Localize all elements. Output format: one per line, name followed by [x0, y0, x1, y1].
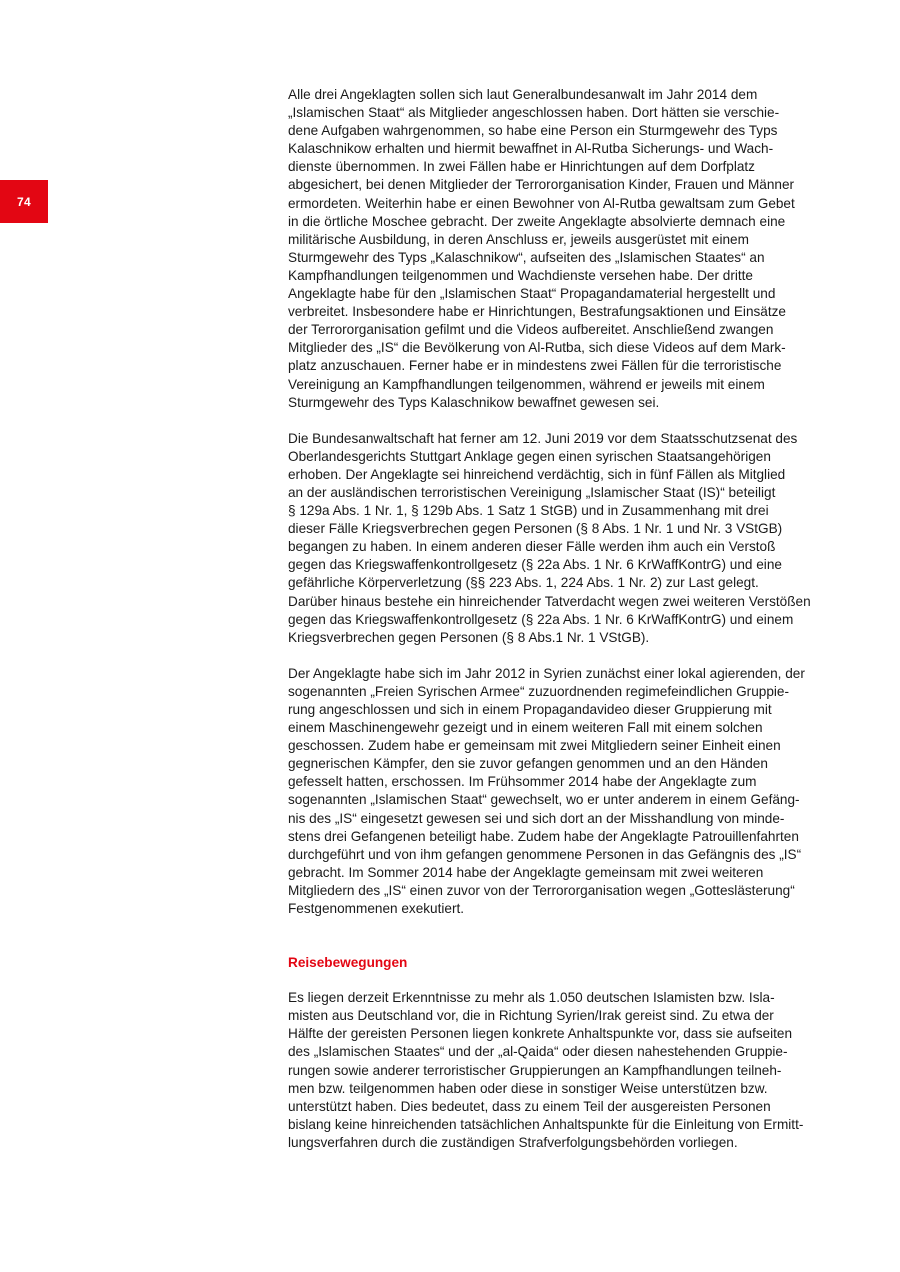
text-line: der Terrororganisation gefilmt und die Videos aufbereitet. Anschließend zwangen — [288, 322, 774, 338]
paragraph-defendant-history — [288, 665, 836, 918]
text-line: misten aus Deutschland vor, die in Richtung Syrien/Irak gereist sind. Zu etwa der — [288, 1008, 774, 1024]
text-line: durchgeführt und von ihm gefangen genommene Personen in das Gefängnis des „IS“ — [288, 846, 802, 862]
section-heading: Reisebewegungen — [288, 955, 408, 971]
text-line: rung angeschlossen und sich in einem Propagandavideo dieser Gruppierung mit — [288, 702, 772, 717]
text-line: Kalaschnikow erhalten und hiermit bewaffnet in Al-Rutba Sicherungs- und Wach- — [288, 141, 774, 157]
text-line: sogenannten „Freien Syrischen Armee“ zuzuordnenden regimefeindlichen Gruppie- — [288, 683, 789, 699]
text-line: dene Aufgaben wahrgenommen, so habe eine Person ein Sturmgewehr des Typs — [288, 123, 778, 139]
text-line: gefesselt hatten, erschossen. Im Frühsommer 2014 habe der Angeklagte zum — [288, 774, 757, 790]
text-line: gegen das Kriegswaffenkontrollgesetz (§ 22a Abs. 1 Nr. 6 KrWaffKontrG) und eine — [288, 557, 782, 573]
page-number: 74 — [17, 194, 31, 209]
text-line: stens drei Gefangenen beteiligt habe. Zudem habe der Angeklagte Patrouillenfahrten — [288, 828, 799, 844]
text-line: men bzw. teilgenommen haben oder diese in sonstiger Weise unterstützen bzw. — [288, 1080, 768, 1096]
text-line: Darüber hinaus bestehe ein hinreichender Tatverdacht wegen zwei weiteren Verstößen — [288, 593, 811, 609]
text-line: Oberlandesgerichts Stuttgart Anklage gegen einen syrischen Staatsangehörigen — [288, 448, 771, 464]
page-number-tab — [0, 180, 48, 223]
text-line: gebracht. Im Sommer 2014 habe der Angeklagte gemeinsam mit zwei weiteren — [288, 864, 764, 880]
paragraph-travel-movements — [288, 989, 836, 1152]
text-line: dienste übernommen. In zwei Fällen habe er Hinrichtungen auf dem Dorfplatz — [288, 159, 755, 175]
text-line: Es liegen derzeit Erkenntnisse zu mehr als 1.050 deutschen Islamisten bzw. Isla- — [288, 990, 775, 1006]
paragraph-indictment-three — [288, 86, 836, 412]
text-line: verbreitet. Insbesondere habe er Hinrichtungen, Bestrafungsaktionen und Einsätze — [288, 304, 786, 320]
text-line: militärische Ausbildung, in deren Anschluss er, jeweils ausgerüstet mit einem — [288, 231, 749, 247]
text-line: „Islamischen Staat“ als Mitglieder angeschlossen haben. Dort hätten sie verschie- — [288, 105, 780, 121]
text-line: gegnerischen Kämpfer, den sie zuvor gefangen genommen und an den Händen — [288, 756, 768, 772]
text-line: geschossen. Zudem habe er gemeinsam mit zwei Mitgliedern seiner Einheit einen — [288, 738, 781, 754]
text-line: sogenannten „Islamischen Staat“ gewechselt, wo er unter anderem in einem Gefäng- — [288, 792, 800, 808]
text-line: Alle drei Angeklagten sollen sich laut Generalbundesanwalt im Jahr 2014 dem — [288, 87, 758, 102]
text-line: nis des „IS“ eingesetzt gewesen sei und sich dort an der Misshandlung von minde- — [288, 810, 785, 826]
text-line: Vereinigung an Kampfhandlungen teilgenommen, während er jeweils mit einem — [288, 376, 765, 392]
text-line: bislang keine hinreichenden tatsächlichen Anhaltspunkte für die Einleitung von Ermitt- — [288, 1116, 804, 1132]
text-line: abgesichert, bei denen Mitglieder der Terrororganisation Kinder, Frauen und Männer — [288, 177, 795, 193]
text-line: Der Angeklagte habe sich im Jahr 2012 in Syrien zunächst einer lokal agierenden, der — [288, 665, 805, 681]
text-line: Kriegsverbrechen gegen Personen (§ 8 Abs.1 Nr. 1 VStGB). — [288, 629, 650, 645]
text-line: gefährliche Körperverletzung (§§ 223 Abs. 1, 224 Abs. 1 Nr. 2) zur Last gelegt. — [288, 575, 759, 591]
text-line: Die Bundesanwaltschaft hat ferner am 12. Juni 2019 vor dem Staatsschutzsenat des — [288, 430, 798, 446]
text-line: lungsverfahren durch die zuständigen Strafverfolgungsbehörden vorliegen. — [288, 1134, 738, 1150]
text-line: in die örtliche Moschee gebracht. Der zweite Angeklagte absolvierte demnach eine — [288, 213, 786, 229]
text-line: erhoben. Der Angeklagte sei hinreichend verdächtig, sich in fünf Fällen als Mitglied — [288, 466, 786, 482]
text-line: begangen zu haben. In einem anderen dieser Fälle werden ihm auch ein Verstoß — [288, 539, 776, 555]
text-line: platz anzuschauen. Ferner habe er in mindestens zwei Fällen für die terroristische — [288, 358, 782, 374]
text-line: Kampfhandlungen teilgenommen und Wachdienste versehen habe. Der dritte — [288, 267, 753, 283]
text-line: an der ausländischen terroristischen Vereinigung „Islamischer Staat (IS)“ beteiligt — [288, 484, 776, 500]
paragraph-indictment-stuttgart — [288, 430, 836, 647]
text-line: rungen sowie anderer terroristischer Gruppierungen an Kampfhandlungen teilneh- — [288, 1062, 782, 1078]
text-line: dieser Fälle Kriegsverbrechen gegen Personen (§ 8 Abs. 1 Nr. 1 und Nr. 3 VStGB) — [288, 521, 783, 537]
text-line: ermordeten. Weiterhin habe er einen Bewohner von Al-Rutba gewaltsam zum Gebet — [288, 195, 795, 211]
text-line: Sturmgewehr des Typs „Kalaschnikow“, aufseiten des „Islamischen Staates“ an — [288, 249, 765, 265]
text-line: Sturmgewehr des Typs Kalaschnikow bewaffnet gewesen sei. — [288, 394, 660, 410]
text-line: Mitglieder des „IS“ die Bevölkerung von Al-Rutba, sich diese Videos auf dem Mark- — [288, 340, 786, 356]
text-line: Festgenommenen exekutiert. — [288, 901, 465, 917]
text-line: Hälfte der gereisten Personen liegen konkrete Anhaltspunkte vor, dass sie aufseiten — [288, 1026, 793, 1042]
document-body — [288, 86, 836, 1170]
text-line: unterstützt haben. Dies bedeutet, dass zu einem Teil der ausgereisten Personen — [288, 1098, 771, 1114]
text-line: gegen das Kriegswaffenkontrollgesetz (§ 22a Abs. 1 Nr. 6 KrWaffKontrG) und einem — [288, 611, 794, 627]
text-line: des „Islamischen Staates“ und der „al-Qaida“ oder diesen nahestehenden Gruppie- — [288, 1044, 788, 1060]
text-line: einem Maschinengewehr gezeigt und in einem weiteren Fall mit einem solchen — [288, 720, 763, 736]
text-line: Angeklagte habe für den „Islamischen Staat“ Propagandamaterial hergestellt und — [288, 286, 776, 302]
text-line: § 129a Abs. 1 Nr. 1, § 129b Abs. 1 Satz 1 StGB) und in Zusammenhang mit drei — [288, 503, 769, 519]
text-line: Mitgliedern des „IS“ einen zuvor von der Terrororganisation wegen „Gotteslästerung“ — [288, 882, 795, 898]
